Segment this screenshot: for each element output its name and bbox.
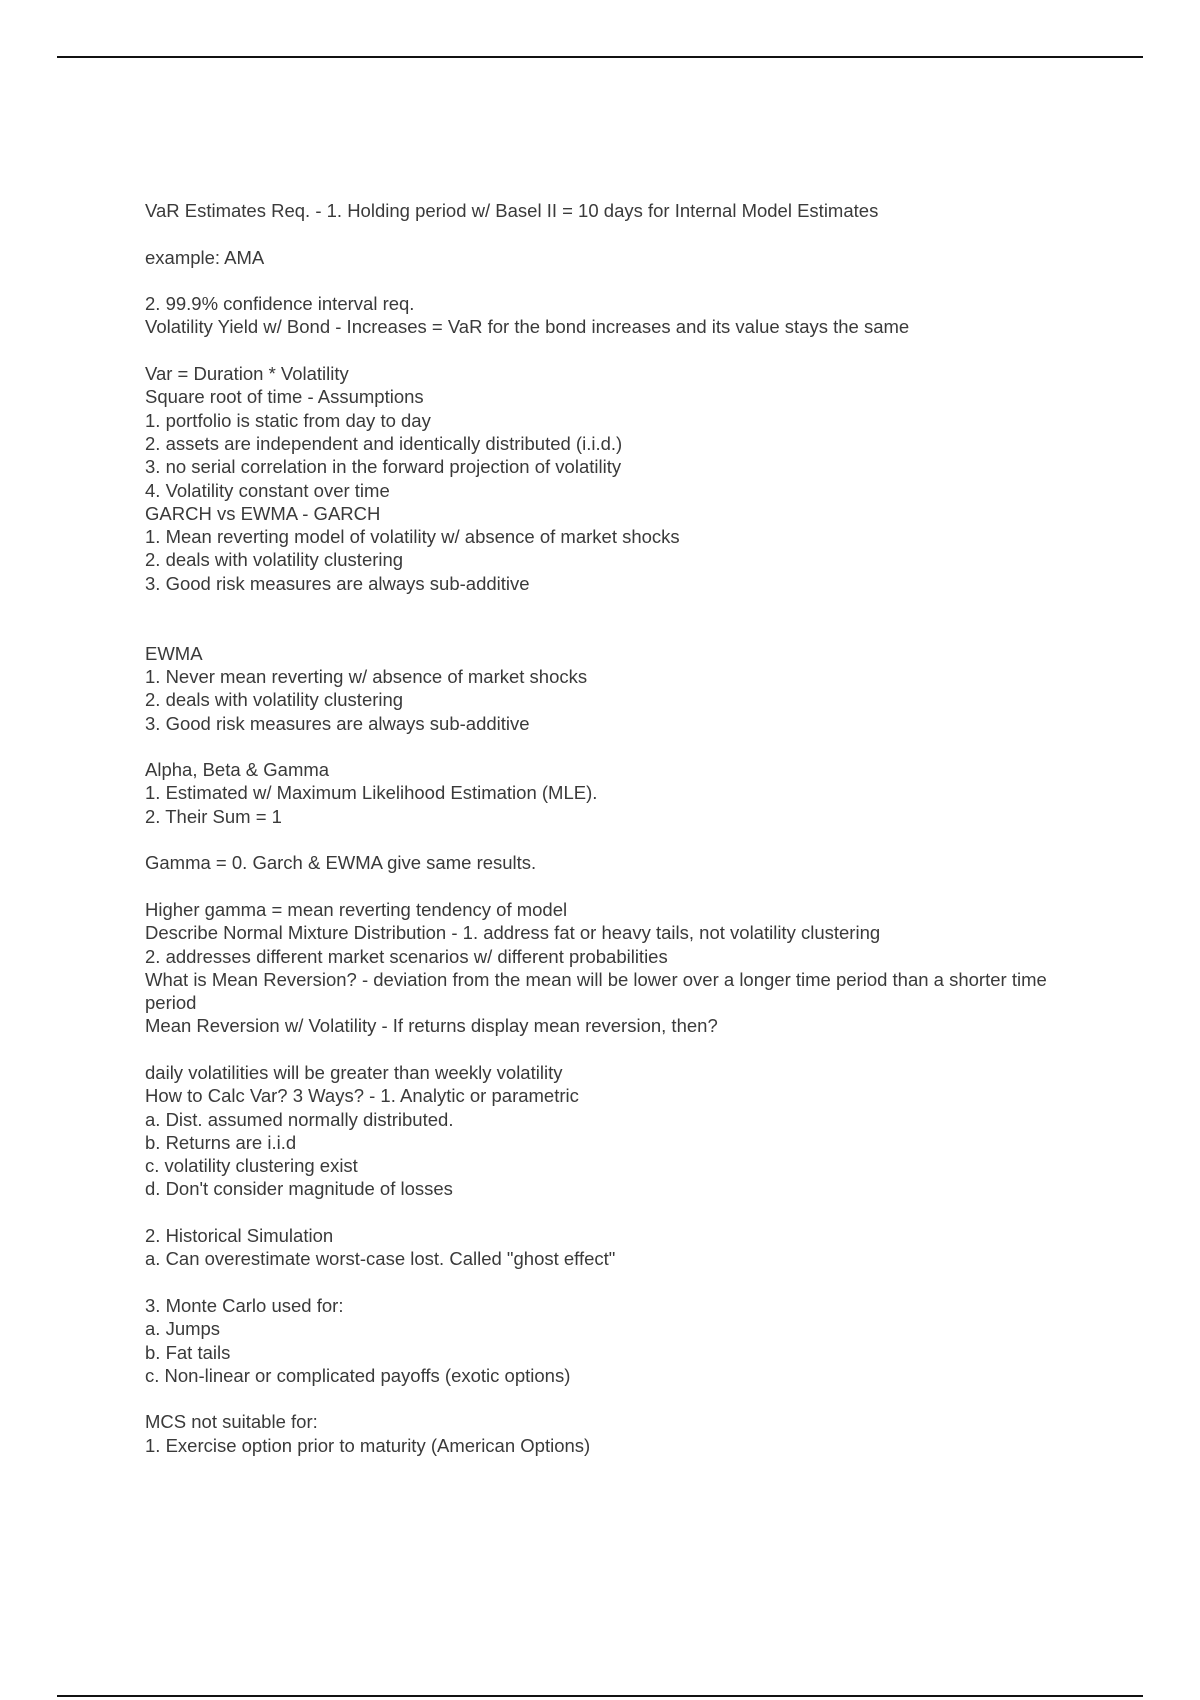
text-line: What is Mean Reversion? - deviation from the mean will be lower over a longer time period than a shorter time period <box>145 968 1047 1014</box>
text-line: Describe Normal Mixture Distribution - 1. address fat or heavy tails, not volatility clustering <box>145 922 881 944</box>
text-line: 3. Good risk measures are always sub-additive <box>145 712 530 734</box>
text-line: a. Can overestimate worst-case lost. Called "ghost effect" <box>145 1248 616 1270</box>
text-line: Volatility Yield w/ Bond - Increases = VaR for the bond increases and its value stays the same <box>145 316 910 338</box>
text-line: MCS not suitable for: <box>145 1411 318 1433</box>
text-line: EWMA <box>145 642 203 664</box>
text-line: 2. Historical Simulation <box>145 1225 334 1247</box>
blank-line <box>145 875 1095 898</box>
text-line: 3. Good risk measures are always sub-additive <box>145 572 530 594</box>
text-line: 1. Mean reverting model of volatility w/ absence of market shocks <box>145 526 680 548</box>
text-line: b. Returns are i.i.d <box>145 1131 297 1153</box>
text-line: 1. portfolio is static from day to day <box>145 409 431 431</box>
text-line: a. Jumps <box>145 1318 221 1340</box>
text-line: 2. Their Sum = 1 <box>145 805 282 827</box>
blank-line <box>145 1271 1095 1294</box>
text-line: 3. no serial correlation in the forward projection of volatility <box>145 456 622 478</box>
blank-line <box>145 618 1095 641</box>
text-line: 2. deals with volatility clustering <box>145 689 404 711</box>
text-line: c. volatility clustering exist <box>145 1155 358 1177</box>
text-line: 3. Monte Carlo used for: <box>145 1294 344 1316</box>
document-body <box>145 199 1095 1457</box>
text-line: 1. Estimated w/ Maximum Likelihood Estimation (MLE). <box>145 782 598 804</box>
text-line: How to Calc Var? 3 Ways? - 1. Analytic or parametric <box>145 1085 579 1107</box>
blank-line <box>145 339 1095 362</box>
text-line: c. Non-linear or complicated payoffs (exotic options) <box>145 1364 571 1386</box>
text-line: Mean Reversion w/ Volatility - If returns display mean reversion, then? <box>145 1015 718 1037</box>
text-line: 1. Exercise option prior to maturity (American Options) <box>145 1434 591 1456</box>
text-line: VaR Estimates Req. - 1. Holding period w/ Basel II = 10 days for Internal Model Estimates <box>145 200 879 221</box>
text-line: daily volatilities will be greater than weekly volatility <box>145 1061 563 1083</box>
text-line: d. Don't consider magnitude of losses <box>145 1178 453 1200</box>
text-line: 2. deals with volatility clustering <box>145 549 404 571</box>
text-line: Higher gamma = mean reverting tendency of model <box>145 898 568 920</box>
blank-line <box>145 1387 1095 1410</box>
blank-line <box>145 222 1095 245</box>
text-line: b. Fat tails <box>145 1341 231 1363</box>
text-line: 4. Volatility constant over time <box>145 479 390 501</box>
text-line: Square root of time - Assumptions <box>145 386 424 408</box>
blank-line <box>145 269 1095 292</box>
blank-line <box>145 828 1095 851</box>
text-line: Alpha, Beta & Gamma <box>145 759 330 781</box>
text-line: Var = Duration * Volatility <box>145 363 349 385</box>
blank-line <box>145 595 1095 618</box>
text-line: 1. Never mean reverting w/ absence of market shocks <box>145 665 588 687</box>
text-line: 2. assets are independent and identically distributed (i.i.d.) <box>145 432 623 454</box>
text-line: GARCH vs EWMA - GARCH <box>145 502 381 524</box>
text-line: 2. addresses different market scenarios w/ different probabilities <box>145 945 668 967</box>
blank-line <box>145 1201 1095 1224</box>
bottom-rule <box>57 1695 1143 1697</box>
text-line: a. Dist. assumed normally distributed. <box>145 1108 454 1130</box>
text-line: example: AMA <box>145 246 265 268</box>
text-line: 2. 99.9% confidence interval req. <box>145 293 415 315</box>
text-line: Gamma = 0. Garch & EWMA give same results. <box>145 852 537 874</box>
blank-line <box>145 735 1095 758</box>
top-rule <box>57 56 1143 58</box>
blank-line <box>145 1038 1095 1061</box>
